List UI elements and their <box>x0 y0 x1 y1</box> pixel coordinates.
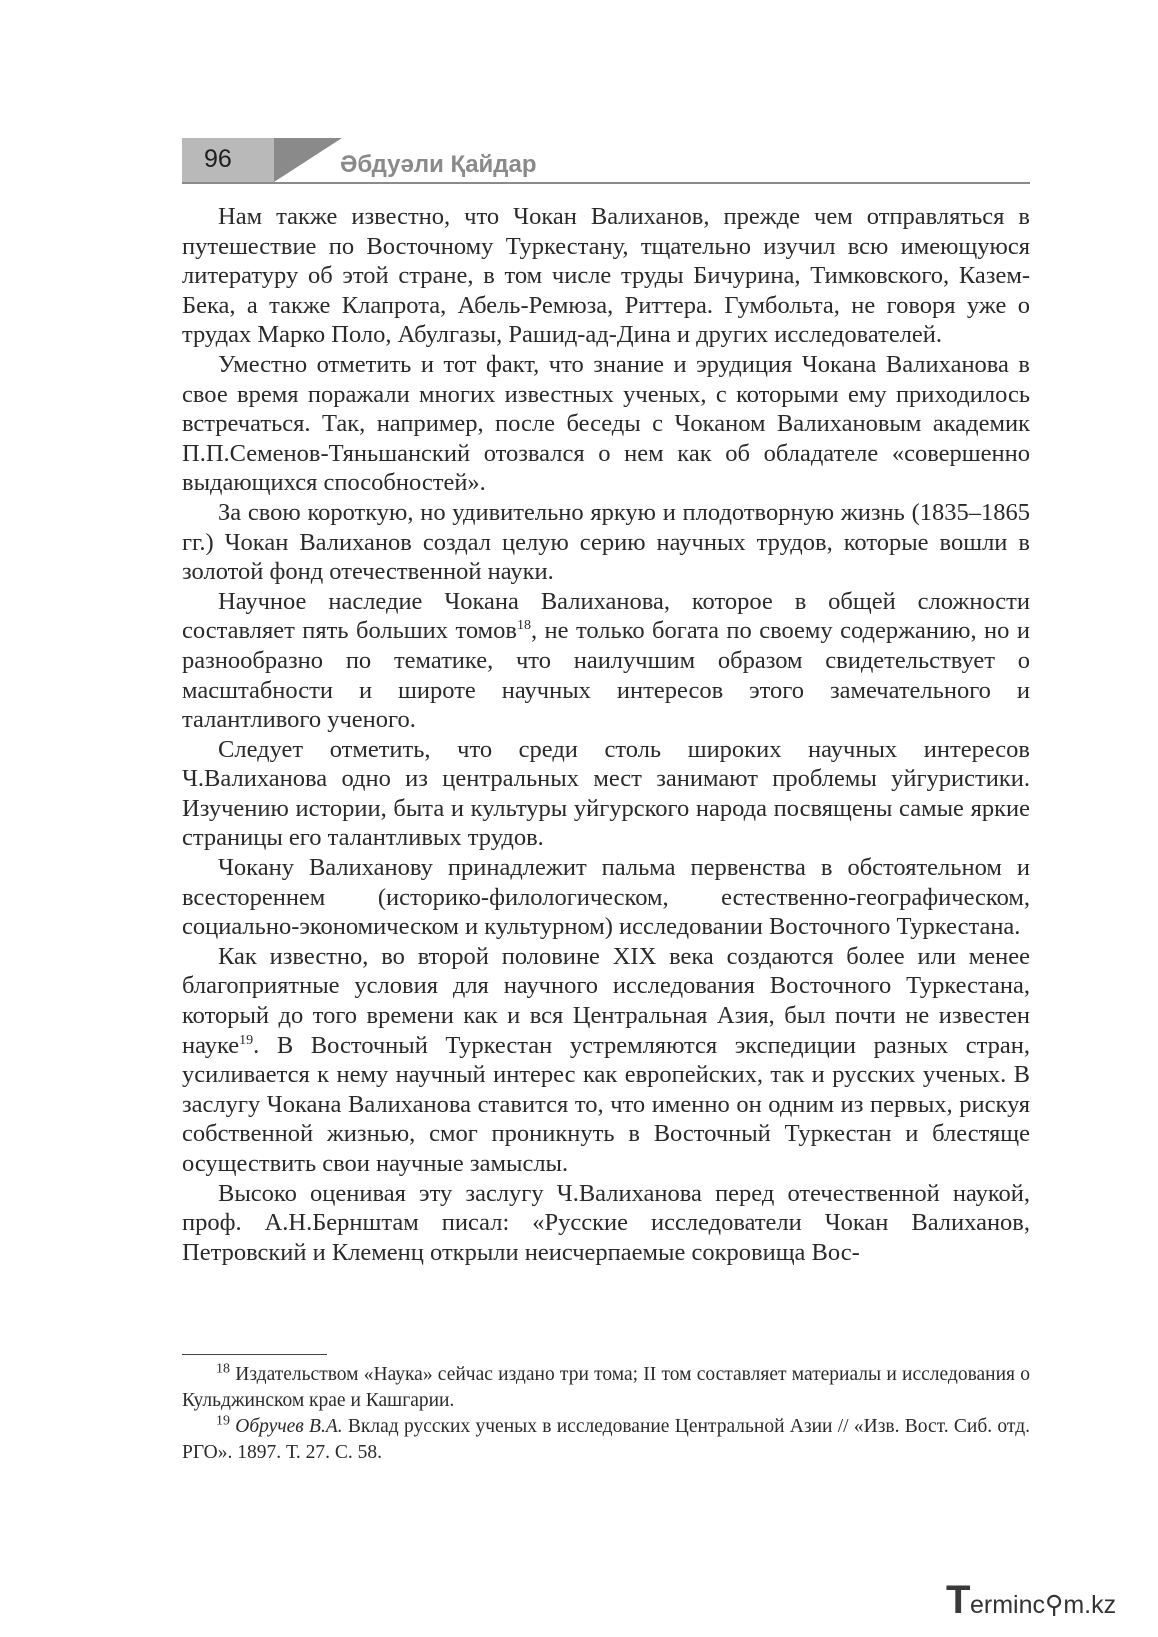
watermark-text-part-1: erminc <box>970 1591 1046 1619</box>
footnote-18-mark: 18 <box>216 1361 230 1377</box>
paragraph-5: Следует отметить, что среди столь широких научных интересов Ч.Валиханова одно из центральных мест занимают проблемы уйгуристики. Изучению истории, быта и культуры уйгурского народа посвящены самые яркие страницы его талантливых трудов. <box>182 735 1030 852</box>
paragraph-7-part-b: . В Восточный Туркестан устремляются экспедиции разных стран, усиливается к нему научный интерес как европейских, так и русских ученых. В заслугу Чокана Валиханова ставится то, что именно он одним из первых, рискуя собственной жизнью, смог проникнуть в Восточный Туркестан и блестяще осуществить свои научные замыслы. <box>182 1031 1030 1177</box>
footnote-ref-18[interactable]: 18 <box>516 618 531 634</box>
paragraph-7-part-a: Как известно, во второй половине XIX века создаются более или менее благоприятные условия для научного исследования Восточного Туркестана, который до того времени как и вся Центральная Азия, был почти не известен науке <box>182 942 1030 1059</box>
footnote-19-mark: 19 <box>216 1413 230 1429</box>
footnote-19 <box>182 1414 1030 1466</box>
watermark-logo-letter: T <box>946 1578 971 1622</box>
header-rule <box>182 182 1030 184</box>
paragraph-4-part-b: , не только богата по своему содержанию, но и разнообразно по тематике, что наилучшим образом свидетельствует о масштабности и широте научных интересов этого замечательного и талантливого ученого. <box>182 617 1030 734</box>
paragraph-8: Высоко оценивая эту заслугу Ч.Валиханова перед отечественной наукой, проф. А.Н.Бернштам писал: «Русские исследователи Чокан Валиханов, Петровский и Клеменц открыли неисчерпаемые сокровища Вос- <box>182 1179 1030 1266</box>
paragraph-6: Чокану Валиханову принадлежит пальма первенства в обстоятельном и всестореннем (историко-филологическом, естественно-географическом, социально-экономическом и культурном) исследовании Восточного Туркестана. <box>182 854 1030 941</box>
header-wedge <box>274 138 342 182</box>
page-header <box>182 138 1030 188</box>
footnotes <box>182 1362 1030 1466</box>
search-icon: ⚲ <box>1045 1591 1064 1619</box>
footnote-ref-19[interactable]: 19 <box>239 1032 254 1048</box>
body-text <box>182 202 1030 1267</box>
paragraph-7 <box>182 942 1030 1179</box>
paragraph-4 <box>182 587 1030 735</box>
footnote-18 <box>182 1362 1030 1414</box>
watermark-text-part-2: m.kz <box>1063 1591 1117 1619</box>
paragraph-2: Уместно отметить и тот факт, что знание и эрудиция Чокана Валиханова в свое время поражали многих известных ученых, с которыми ему приходилось встречаться. Так, например, после беседы с Чоканом Валихановым академик П.П.Семенов-Тяньшанский отозвался о нем как об обладателе «совершенно выдающихся способностей». <box>182 350 1030 497</box>
footnote-18-text: Издательством «Наука» сейчас издано три тома; II том составляет материалы и исследования о Кульджинском крае и Кашгарии. <box>182 1364 1030 1411</box>
paragraph-3: За свою короткую, но удивительно яркую и плодотворную жизнь (1835–1865 гг.) Чокан Валиханов создал целую серию научных трудов, которые вошли в золотой фонд отечественной науки. <box>182 498 1030 586</box>
running-header-author: Әбдуәли Қайдар <box>340 151 537 178</box>
footnote-rule <box>182 1354 327 1355</box>
watermark-logo <box>946 1578 1146 1626</box>
paragraph-1: Нам также известно, что Чокан Валиханов, прежде чем отправляться в путешествие по Восточному Туркестану, тщательно изучил всю имеющуюся литературу об этой стране, в том числе труды Бичурина, Тимковского, Казем-Бека, а также Клапрота, Абель-Ремюза, Риттера. Гумбольта, не говоря уже о трудах Марко Поло, Абулгазы, Рашид-ад-Дина и других исследователей. <box>182 203 1030 349</box>
page-number: 96 <box>204 145 232 173</box>
footnote-19-author: Обручев В.А. <box>235 1416 343 1437</box>
watermark-text <box>970 1590 1116 1620</box>
paragraph-4-part-a: Научное наследие Чокана Валиханова, которое в общей сложности составляет пять больших томов <box>182 587 1030 645</box>
page-number-box <box>182 138 274 182</box>
footnote-19-text: Вклад русских ученых в исследование Центральной Азии // «Изв. Вост. Сиб. отд. РГО». 1897. Т. 27. С. 58. <box>182 1416 1030 1463</box>
